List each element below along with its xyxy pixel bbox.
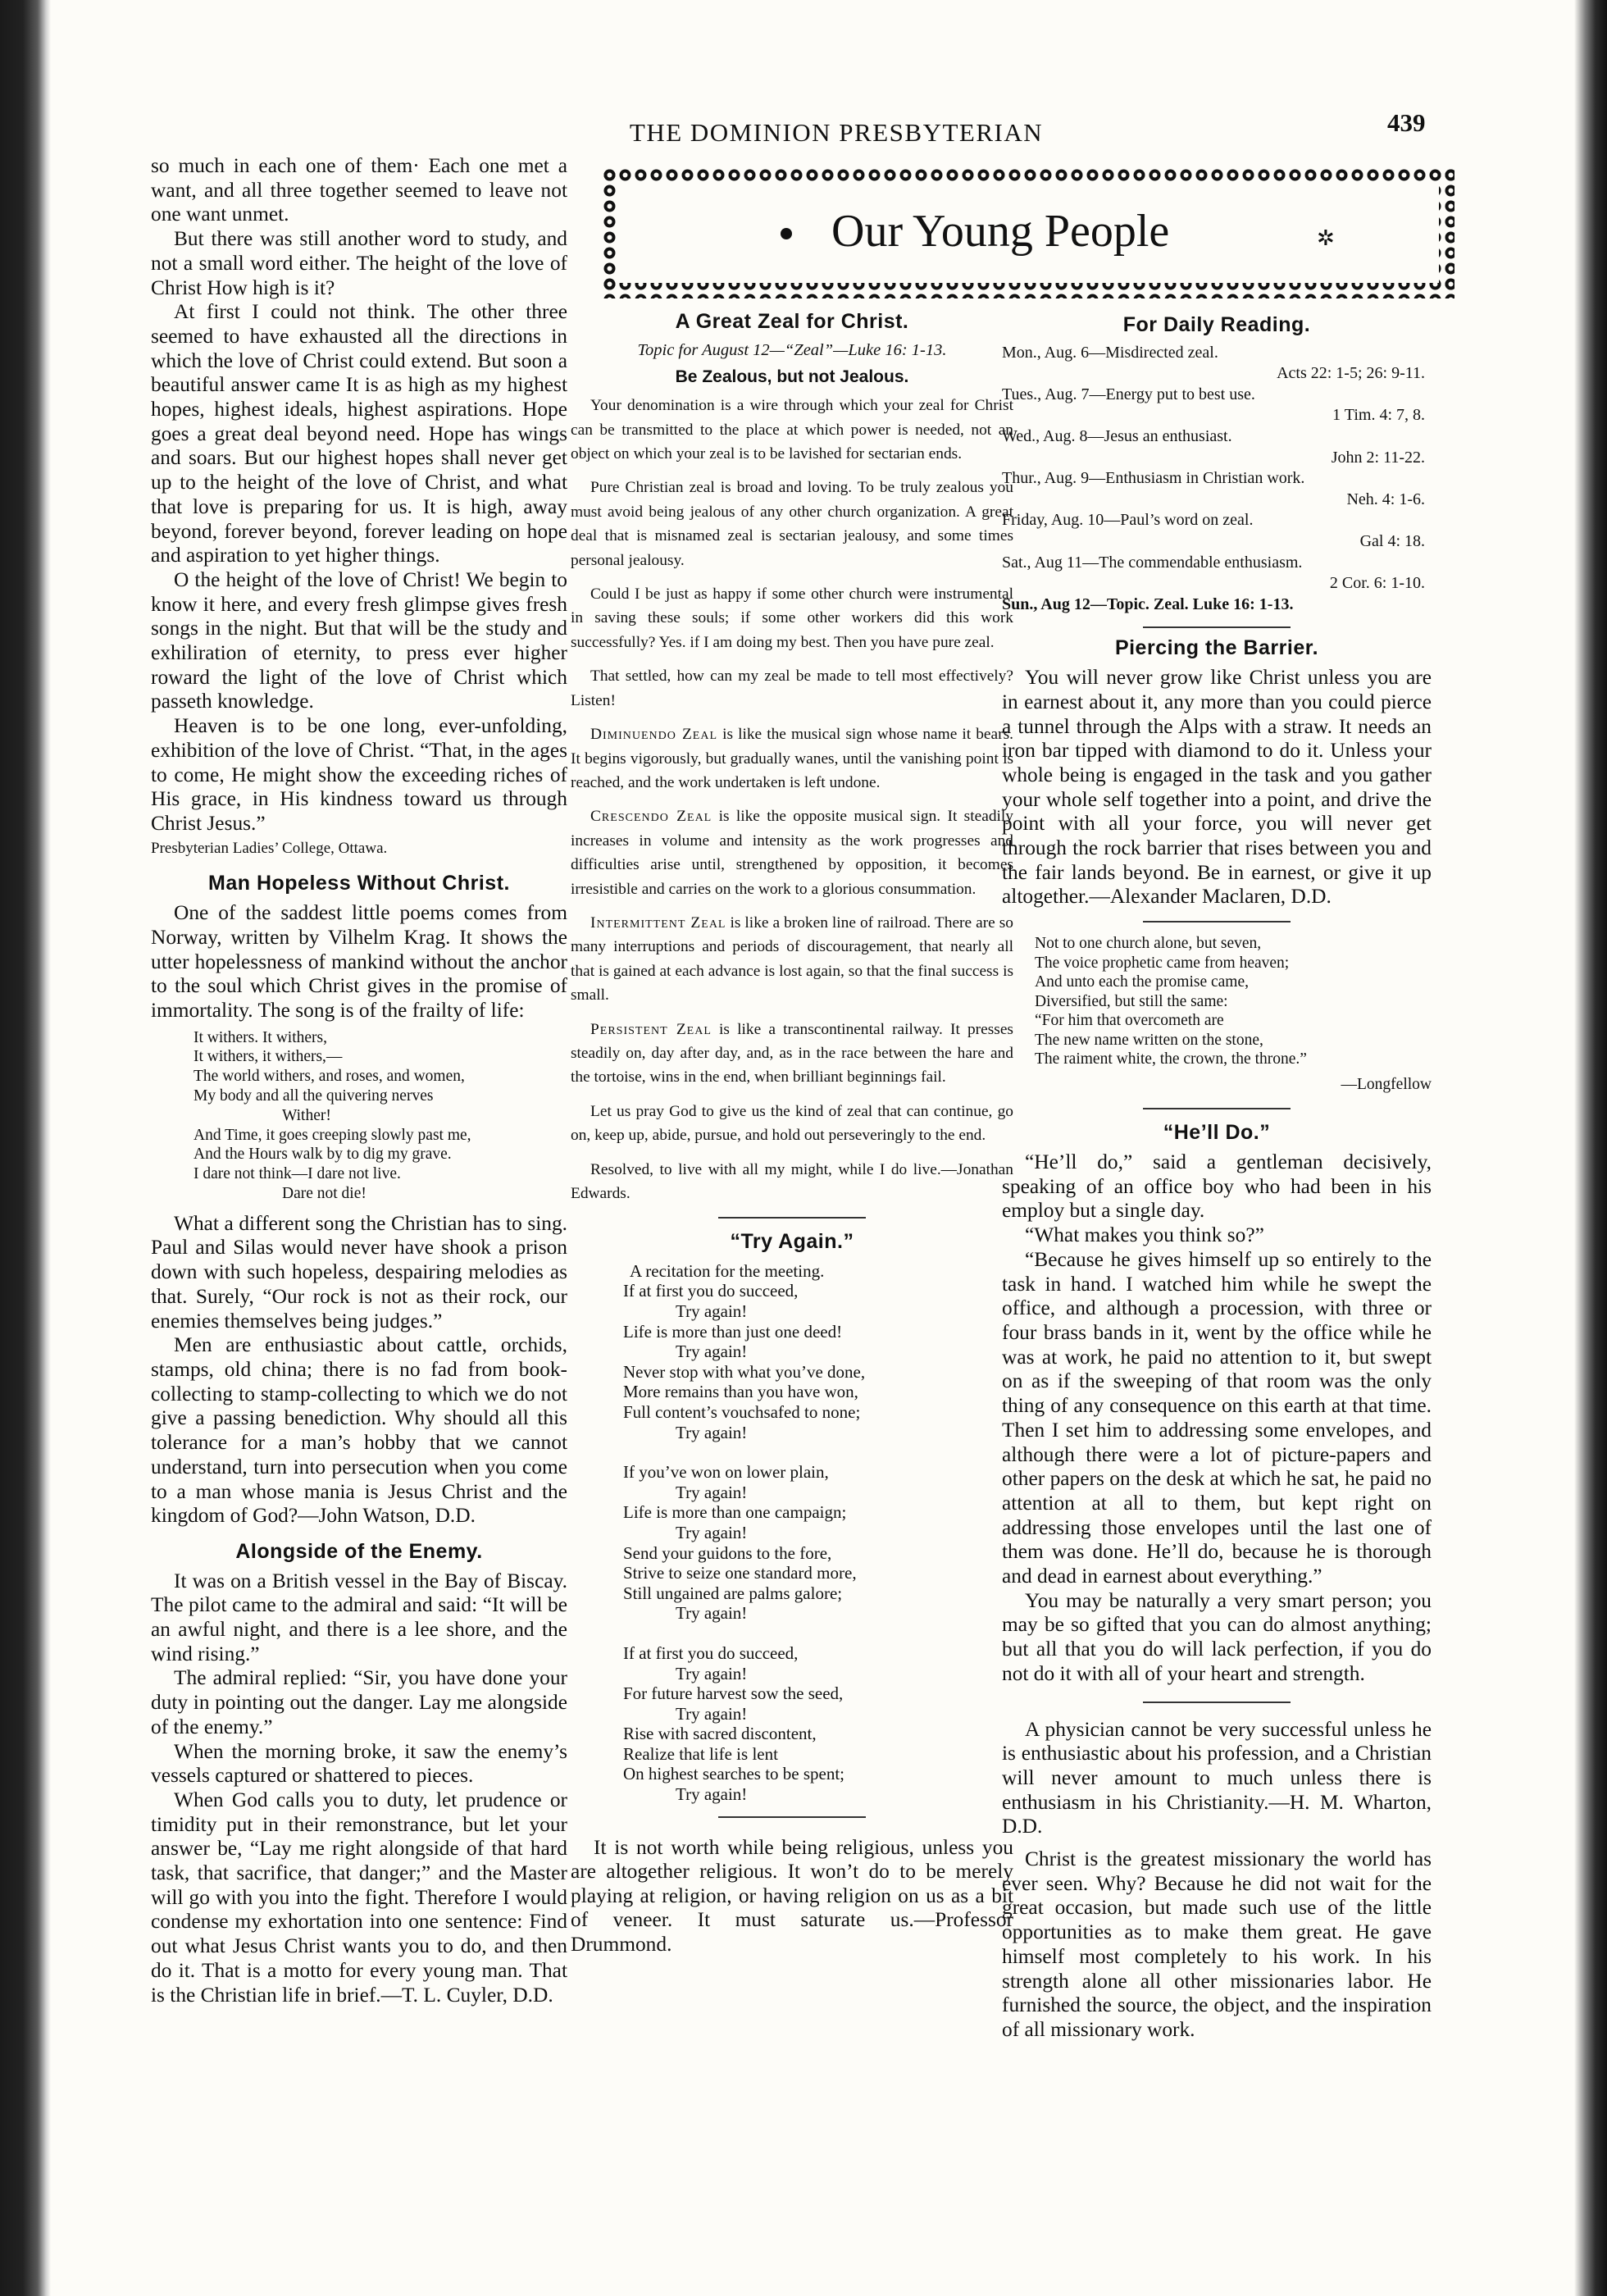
verse-line: The raiment white, the crown, the throne.”	[1035, 1050, 1307, 1068]
left-column	[151, 154, 567, 2007]
page-edge-shadow	[1574, 0, 1607, 2296]
paragraph: What a different song the Christian has to sing. Paul and Silas would never have shook a prison down with such hopeless, despairing melodies as that. Surely, “Our rock is not as their rock, our enemies themselves being judges.”	[151, 1211, 567, 1332]
paragraph: Pure Christian zeal is broad and loving. To be truly zealous you must avoid being jealous of any other church organization. A great deal that is misnamed zeal is sectarian jealousy, and some times personal jealousy.	[571, 479, 1013, 569]
poem-line: Send your guidons to the fore,	[623, 1542, 832, 1563]
poem-line: It withers, it withers,—	[193, 1048, 343, 1066]
poem-line: Realize that life is lent	[623, 1743, 778, 1764]
paragraph: Your denomination is a wire through which your zeal for Christ can be transmitted to the place at which power is needed, not an object on which your zeal is to be lavished for sectarian ends.	[571, 397, 1013, 463]
poem-line: Never stop with what you’ve done,	[623, 1361, 866, 1382]
verse-line: And unto each the promise came,	[1035, 973, 1249, 991]
paragraph: When God calls you to duty, let prudence or timidity put in their remonstrance, but let your answer be, “Lay me right alongside of that hard task, that sacrifice, that danger;” and the Master will go with you into the fight. Therefore I would condense my exhortation into one sentence: Find out what Jesus Christ wants you to do, and then do it. That is a motto for every young man. That is the Christian life in brief.—T. L. Cuyler, D.D.	[151, 1788, 567, 2007]
paragraph: “He’ll do,” said a gentleman decisively, speaking of an office boy who had been in his employ but a single day.	[1002, 1150, 1432, 1223]
poem-line: I dare not think—I dare not live.	[193, 1165, 401, 1183]
paragraph: One of the saddest little poems comes from Norway, written by Vilhelm Krag. It shows the utter hopelessness of mankind without the anchor to the soul which Christ gives in the promise of immortality. The song is of the frailty of life:	[151, 901, 567, 1022]
article-heading: Alongside of the Enemy.	[235, 1539, 483, 1563]
bullet-ornament	[781, 228, 792, 239]
article-heading: For Daily Reading.	[1122, 313, 1311, 336]
poem-line: Dare not die!	[282, 1184, 366, 1202]
divider-rule	[718, 1217, 866, 1219]
reading-ref: Neh. 4: 1-6.	[1346, 490, 1425, 508]
stanza-break	[623, 1624, 1013, 1643]
divider-rule	[1143, 626, 1291, 628]
reading-ref: Acts 22: 1-5; 26: 9-11.	[1277, 364, 1425, 383]
article-heading: A Great Zeal for Christ.	[675, 310, 909, 333]
article-heading: “Try Again.”	[730, 1230, 854, 1254]
reading-ref: 1 Tim. 4: 7, 8.	[1332, 406, 1425, 425]
poem-line: Try again!	[676, 1522, 748, 1542]
poem-line: Try again!	[676, 1703, 748, 1724]
poem-intro: A recitation for the meeting.	[630, 1260, 825, 1281]
signature: Presbyterian Ladies’ College, Ottawa.	[151, 839, 388, 857]
reading-ref: Gal 4: 18.	[1359, 532, 1425, 551]
verse	[1035, 934, 1432, 1069]
poem-line: Try again!	[676, 1422, 748, 1442]
poem-line: Try again!	[676, 1482, 748, 1502]
verse-attribution: —Longfellow	[1341, 1075, 1432, 1093]
poem-line: Try again!	[676, 1784, 748, 1805]
section-banner	[602, 167, 1454, 298]
reading-line: Tues., Aug. 7—Energy put to best use.	[1002, 385, 1255, 403]
poem	[623, 1261, 1013, 1805]
right-column	[1002, 313, 1432, 2043]
reading-ref: John 2: 11-22.	[1331, 448, 1425, 467]
paragraph: Persistent Zeal is like a transcontinental railway. It presses steadily on, day after day, and, as in the race between the hare and the tortoise, wins in the end, when brilliant beginnings fail.	[571, 1020, 1013, 1086]
poem-line: Try again!	[676, 1663, 748, 1683]
verse-line: Not to one church alone, but seven,	[1035, 935, 1262, 953]
poem	[193, 1028, 567, 1204]
binding-shadow	[0, 0, 51, 2296]
paragraph: But there was still another word to study, and not a small word either. The height of the love of Christ How high is it?	[151, 227, 567, 299]
middle-column	[571, 310, 1013, 1957]
poem-line: Try again!	[676, 1603, 748, 1624]
poem-line: Life is more than one campaign;	[623, 1502, 847, 1523]
page-number: 439	[1387, 108, 1426, 137]
article-heading: Man Hopeless Without Christ.	[208, 872, 510, 895]
paragraph: Men are enthusiastic about cattle, orchids, stamps, old china; there is no fad from book-collecting to stamp-collecting to which we do not give a passing benediction. Why should all this tolerance for a man’s hobby that we cannot understand, turn into persecution when you come to a man whose mania is Jesus Christ and the kingdom of God?—John Watson, D.D.	[151, 1333, 567, 1528]
paragraph: It was on a British vessel in the Bay of Biscay. The pilot came to the admiral and said: “It will be an awful night, and there is a lee shore, and the wind rising.”	[151, 1569, 567, 1665]
poem-line: Try again!	[676, 1301, 748, 1321]
paragraph: Let us pray God to give us the kind of zeal that can continue, go on, keep up, abide, pursue, and hold out perseveringly to the end.	[571, 1102, 1013, 1145]
verse-line: “For him that overcometh are	[1035, 1012, 1224, 1030]
divider-rule	[718, 1816, 866, 1818]
divider-rule	[1143, 1702, 1291, 1703]
reading-line: Mon., Aug. 6—Misdirected zeal.	[1002, 343, 1218, 362]
lead-term: Diminuendo Zeal	[590, 726, 718, 744]
lead-term: Crescendo Zeal	[590, 808, 712, 826]
paragraph: It is not worth while being religious, unless you are altogether religious. It won’t do to be merely playing at religion, or having religion on us as a bit of veneer. It must saturate us.—Professor Drummond.	[571, 1835, 1013, 1956]
poem-line: And Time, it goes creeping slowly past me,	[193, 1126, 471, 1144]
paragraph: The admiral replied: “Sir, you have done your duty in pointing out the danger. Lay me alongside of the enemy.”	[151, 1666, 567, 1738]
divider-rule	[1143, 921, 1291, 922]
closing-paragraph	[571, 1836, 1013, 1957]
reading-line-topic: Sun., Aug 12—Topic. Zeal. Luke 16: 1-13.	[1002, 594, 1294, 613]
lead-term: Persistent Zeal	[590, 1020, 712, 1038]
star-ornament-icon: ✲	[1317, 226, 1335, 250]
reading-line: Friday, Aug. 10—Paul’s word on zeal.	[1002, 511, 1254, 530]
subheading: Be Zealous, but not Jealous.	[675, 367, 909, 386]
paragraph: Christ is the greatest missionary the world has ever seen. Why? Because he did not wait for the great occasion, but made such use of the little opportunities as to make them great. He gave himself most completely to his work. In his strength alone all other missionaries labor. He furnished the source, the object, and the inspiration of all missionary work.	[1002, 1847, 1432, 2041]
stanza-break	[623, 1442, 1013, 1462]
verse-line: The voice prophetic came from heaven;	[1035, 954, 1290, 972]
poem-line: If at first you do succeed,	[623, 1281, 799, 1301]
paragraph: You may be naturally a very smart person; you may be so gifted that you can do almost anything; but all that you do will lack perfection, if you do not do it with all of your heart and strength.	[1002, 1588, 1432, 1685]
article-heading: “He’ll Do.”	[1163, 1121, 1271, 1145]
poem-line: It withers. It withers,	[193, 1028, 328, 1046]
poem-line: Rise with sacred discontent,	[623, 1724, 817, 1744]
paragraph: so much in each one of them· Each one met a want, and all three together seemed to leave not one want unmet.	[151, 154, 567, 226]
poem-line: Full content’s vouchsafed to none;	[623, 1401, 861, 1422]
poem-line: Strive to seize one standard more,	[623, 1563, 857, 1583]
poem-line: My body and all the quivering nerves	[193, 1087, 434, 1105]
verse-line: The new name written on the stone,	[1035, 1031, 1263, 1049]
poem-line: On highest searches to be spent;	[623, 1764, 845, 1784]
paragraph: Could I be just as happy if some other church were instrumental in saving these souls; if some other workers did this work successfully? Yes. if I am doing my best. Then you have pure zeal.	[571, 585, 1013, 651]
poem-line: The world withers, and roses, and women,	[193, 1068, 465, 1086]
poem-line: More remains than you have won,	[623, 1382, 858, 1402]
poem-line: And the Hours walk by to dig my grave.	[193, 1146, 452, 1164]
paragraph: At first I could not think. The other three seemed to have exhausted all the directions in which the love of Christ could extend. But soon a beautiful answer came It is as high as my highest hopes, highest ideals, highest aspirations. Hope goes a great deal beyond need. Hope has wings and soars. But our highest hopes shall never get up to the height of the love of Christ, and what that love is preparing for us. It is high, away beyond, forever beyond, forever leading on hope and aspiration to yet higher things.	[151, 300, 567, 567]
reading-line: Wed., Aug. 8—Jesus an enthusiast.	[1002, 427, 1232, 446]
paragraph: That settled, how can my zeal be made to tell most effectively? Listen!	[571, 667, 1013, 709]
divider-rule	[1143, 1108, 1291, 1109]
paragraph: When the morning broke, it saw the enemy’s vessels captured or shattered to pieces.	[151, 1739, 567, 1788]
paragraph: Resolved, to live with all my might, while I do live.—Jonathan Edwards.	[571, 1160, 1013, 1202]
paragraph: O the height of the love of Christ! We begin to know it here, and every fresh glimpse gives fresh songs in the night. But that will be the study and exhiliration of eternity, to press ever higher roward the light of the love of Christ which passeth knowledge.	[151, 567, 567, 713]
paragraph: “Because he gives himself up so entirely to the task in hand. I watched him while he swept the office, and although a procession, with three or four brass bands in it, went by the office while he was at work, he paid no attention to it, but swept on as if the sweeping of that room was the only thing of any consequence on this earth at that time. Then I set him to addressing some envelopes, and although there were a lot of picture-papers and other papers on the desk at which he sat, he paid no attention at all to them, but kept right on addressing those envelopes until the last one of them was done. He’ll do, because he is thorough and dead in earnest about everything.”	[1002, 1247, 1432, 1588]
paragraph: A physician cannot be very successful unless he is enthusiastic about his profession, and a Christian will never amount to much unless there is enthusiasm in his Christianity.—H. M. Wharton, D.D.	[1002, 1717, 1432, 1838]
topic-line: Topic for August 12—“Zeal”—Luke 16: 1-13.	[637, 341, 947, 360]
article-heading: Piercing the Barrier.	[1114, 636, 1319, 660]
paragraph: You will never grow like Christ unless you are in earnest about it, any more than you could pierce a tunnel through the Alps with a straw. It needs an iron bar tipped with diamond to do it. Unless your whole being is engaged in the task and you gather your whole self together into a point, and drive the point with all your force, you will never get through the rock barrier that rises between you and the fair lands beyond. Be in earnest, or give it up altogether.—Alexander Maclaren, D.D.	[1002, 666, 1432, 909]
paragraph: Diminuendo Zeal is like the musical sign whose name it bears. It begins vigorously, but gradually wanes, until the vanishing point is reached, and the work undertaken is left undone.	[571, 726, 1013, 791]
poem-line: For future harvest sow the seed,	[623, 1683, 844, 1704]
running-title: THE DOMINION PRESBYTERIAN	[629, 118, 1044, 147]
reading-line: Thur., Aug. 9—Enthusiasm in Christian work.	[1002, 469, 1305, 488]
daily-readings-list	[1002, 343, 1432, 616]
poem-line: If at first you do succeed,	[623, 1642, 799, 1663]
banner-title: Our Young People	[831, 206, 1170, 257]
reading-ref: 2 Cor. 6: 1-10.	[1329, 574, 1425, 593]
paragraph: “What makes you think so?”	[1025, 1223, 1264, 1247]
verse-line: Diversified, but still the same:	[1035, 992, 1228, 1010]
poem-line: Wither!	[282, 1106, 331, 1124]
poem-line: Life is more than just one deed!	[623, 1321, 843, 1342]
poem-line: If you’ve won on lower plain,	[623, 1462, 829, 1483]
poem-line: Still ungained are palms galore;	[623, 1583, 843, 1603]
poem-line: Try again!	[676, 1342, 748, 1362]
reading-line: Sat., Aug 11—The commendable enthusiasm.	[1002, 553, 1303, 572]
paragraph: Heaven is to be one long, ever-unfolding, exhibition of the love of Christ. “That, in the ages to come, He might show the exceeding riches of His grace, in His kindness toward us through Christ Jesus.”	[151, 714, 567, 835]
paragraph: Crescendo Zeal is like the opposite musical sign. It steadily increases in volume and intensity as the work progresses and difficulties arise until, strengthened by opposition, it becomes irresistible and carries on the work to a glorious consummation.	[571, 808, 1013, 898]
lead-term: Intermittent Zeal	[590, 913, 726, 932]
paragraph: Intermittent Zeal is like a broken line of railroad. There are so many interruptions and periods of discouragement, that nearly all that is gained at each advance is lost again, so that the final success is small.	[571, 913, 1013, 1004]
